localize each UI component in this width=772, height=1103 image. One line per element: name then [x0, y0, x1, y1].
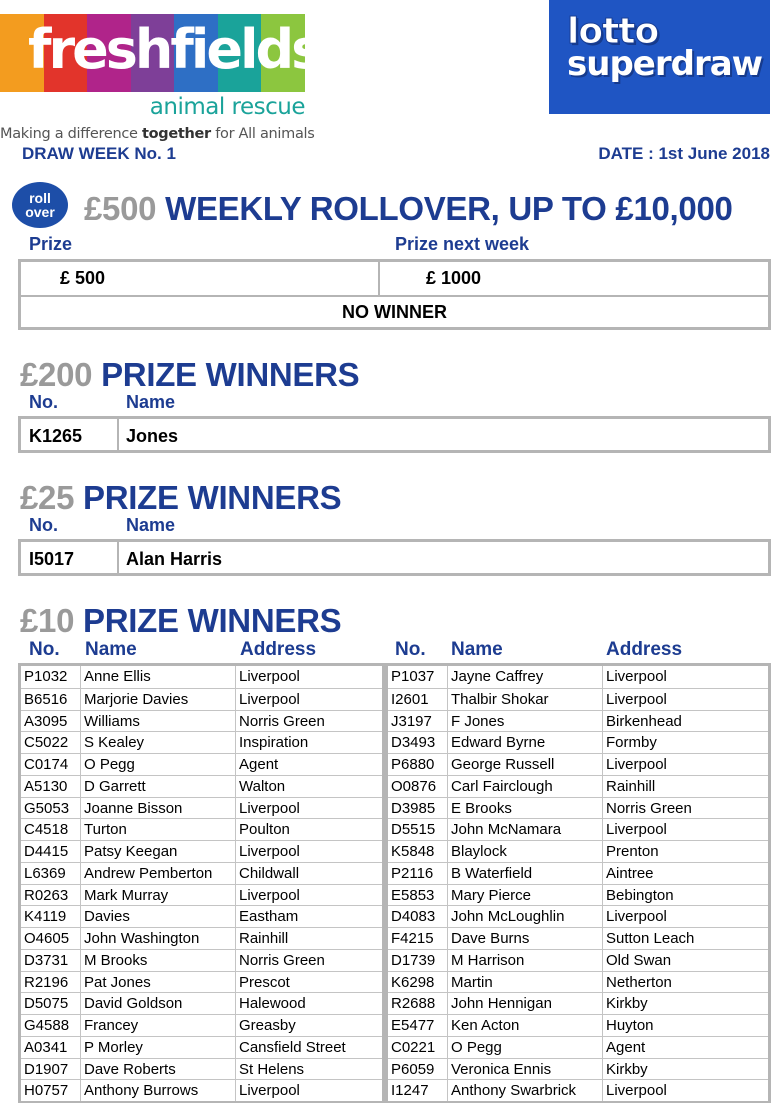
- winner-name: Mark Murray: [81, 884, 236, 906]
- prize-next-week-label: Prize next week: [395, 234, 530, 254]
- winner-address: Liverpool: [236, 884, 382, 906]
- winner-name: Dave Burns: [448, 927, 603, 949]
- winner-name: Joanne Bisson: [81, 797, 236, 819]
- winner-name: Davies: [81, 905, 236, 927]
- winner-number: C5022: [21, 731, 81, 753]
- winner-name: S Kealey: [81, 731, 236, 753]
- table-row: [388, 666, 768, 688]
- prize-200-number: K1265: [29, 426, 83, 446]
- freshfields-logo: [0, 14, 321, 144]
- winner-number: D5515: [388, 818, 448, 840]
- winner-address: Liverpool: [239, 668, 300, 685]
- winner-name: Dave Roberts: [81, 1058, 236, 1080]
- winner-number: P1032: [21, 666, 81, 688]
- winner-number: D3731: [21, 949, 81, 971]
- prize-10-title: PRIZE WINNERS: [83, 602, 342, 639]
- left-name-header: Name: [85, 639, 137, 660]
- winner-address: Kirkby: [603, 1058, 768, 1080]
- badge-line-1: roll: [29, 190, 51, 206]
- rollover-badge-icon: [12, 182, 68, 228]
- winner-name: O Pegg: [81, 753, 236, 775]
- winner-address: Walton: [236, 775, 382, 797]
- winner-name: David Goldson: [81, 992, 236, 1014]
- prize-200-name-label: Name: [126, 392, 176, 412]
- winner-number: A0341: [21, 1036, 81, 1058]
- winner-address: Norris Green: [236, 710, 382, 732]
- table-row: [21, 688, 382, 710]
- winner-name: Francey: [81, 1014, 236, 1036]
- prize-25-amount: £25: [20, 479, 75, 516]
- winner-address: Birkenhead: [603, 710, 768, 732]
- winner-name: B Waterfield: [448, 862, 603, 884]
- winner-name: John McNamara: [448, 818, 603, 840]
- table-row: [21, 884, 382, 906]
- prize-25-no-label: No.: [29, 515, 58, 535]
- left-no-header: No.: [29, 639, 60, 660]
- winner-address: Liverpool: [603, 905, 768, 927]
- winner-number: A5130: [21, 775, 81, 797]
- winner-number: I1247: [388, 1079, 448, 1101]
- table-row: [388, 731, 768, 753]
- winner-name: Turton: [81, 818, 236, 840]
- winner-number: P6880: [388, 753, 448, 775]
- winner-number: K4119: [21, 905, 81, 927]
- rollover-divider: [21, 295, 768, 297]
- winner-number: H0757: [21, 1079, 81, 1101]
- brand-tagline: [0, 126, 315, 142]
- rollover-title: WEEKLY ROLLOVER, UP TO £10,000: [165, 190, 733, 227]
- prize-200-divider: [117, 419, 119, 450]
- winner-name: Anthony Swarbrick: [448, 1079, 603, 1101]
- winner-address: Liverpool: [603, 1079, 768, 1101]
- table-row: [388, 840, 768, 862]
- right-no-header: No.: [395, 639, 426, 660]
- table-row: [21, 971, 382, 993]
- winner-address: Prescot: [236, 971, 382, 993]
- prize-10-table-right: [385, 663, 771, 1103]
- winner-address: Formby: [603, 731, 768, 753]
- winner-address: Liverpool: [236, 840, 382, 862]
- winner-name: Veronica Ennis: [448, 1058, 603, 1080]
- table-row: [21, 1014, 382, 1036]
- table-row: [388, 862, 768, 884]
- winner-number: R0263: [21, 884, 81, 906]
- prize-200-winner: Jones: [126, 426, 179, 446]
- winner-number: D4415: [21, 840, 81, 862]
- table-row: [388, 710, 768, 732]
- winner-name: Blaylock: [448, 840, 603, 862]
- winner-name: John Washington: [81, 927, 236, 949]
- winner-address: Agent: [603, 1036, 768, 1058]
- table-row: [21, 710, 382, 732]
- winner-address: Liverpool: [236, 797, 382, 819]
- winner-name: Anthony Burrows: [81, 1079, 236, 1101]
- prize-10-heading: [20, 602, 341, 640]
- winner-number: G5053: [21, 797, 81, 819]
- winner-number: D3985: [388, 797, 448, 819]
- table-row: [21, 666, 382, 688]
- table-row: [21, 840, 382, 862]
- rollover-result: NO WINNER: [342, 302, 447, 322]
- winner-address: Inspiration: [236, 731, 382, 753]
- table-row: [388, 688, 768, 710]
- winner-address: Liverpool: [603, 753, 768, 775]
- winner-number: I2601: [388, 688, 448, 710]
- winner-address: Prenton: [603, 840, 768, 862]
- winner-number: G4588: [21, 1014, 81, 1036]
- winner-address: Norris Green: [603, 797, 768, 819]
- draw-date: DATE : 1st June 2018: [598, 144, 770, 163]
- prize-25-divider: [117, 542, 119, 573]
- winner-address: Liverpool: [603, 818, 768, 840]
- winner-name: Martin: [448, 971, 603, 993]
- winner-address: Greasby: [236, 1014, 382, 1036]
- prize-next-week-value: £ 1000: [426, 268, 482, 288]
- winner-address: Netherton: [603, 971, 768, 993]
- winner-name: Carl Fairclough: [448, 775, 603, 797]
- winner-address: Liverpool: [236, 688, 382, 710]
- winner-address: Rainhill: [236, 927, 382, 949]
- winner-number: K6298: [388, 971, 448, 993]
- rollover-amount: £500: [84, 190, 157, 227]
- lotto-superdraw-logo: [549, 0, 770, 114]
- prize-label: Prize: [29, 234, 73, 254]
- winner-name: Marjorie Davies: [81, 688, 236, 710]
- prize-10-table-left: [18, 663, 385, 1103]
- winner-address: Rainhill: [603, 775, 768, 797]
- winner-name: John Hennigan: [448, 992, 603, 1014]
- winner-number: L6369: [21, 862, 81, 884]
- winner-number: A3095: [21, 710, 81, 732]
- winner-number: P6059: [388, 1058, 448, 1080]
- badge-line-2: over: [25, 204, 55, 220]
- table-row: [21, 927, 382, 949]
- winner-name: D Garrett: [81, 775, 236, 797]
- prize-25-title: PRIZE WINNERS: [83, 479, 342, 516]
- prize-200-no-label: No.: [29, 392, 58, 412]
- table-row: [21, 818, 382, 840]
- winner-number: J3197: [388, 710, 448, 732]
- winner-number: E5477: [388, 1014, 448, 1036]
- winner-name: Jayne Caffrey: [448, 666, 603, 688]
- winner-number: D4083: [388, 905, 448, 927]
- table-row: [388, 775, 768, 797]
- winner-name: Williams: [81, 710, 236, 732]
- table-row: [388, 797, 768, 819]
- superdraw-word: superdraw: [567, 44, 763, 84]
- prize-value: £ 500: [60, 268, 106, 288]
- winner-address: Eastham: [236, 905, 382, 927]
- table-row: [21, 1058, 382, 1080]
- table-row: [21, 1079, 382, 1101]
- winner-number: E5853: [388, 884, 448, 906]
- draw-week: DRAW WEEK No. 1: [22, 144, 176, 163]
- winner-name: M Harrison: [448, 949, 603, 971]
- prize-200-title: PRIZE WINNERS: [101, 356, 360, 393]
- winner-number: F4215: [388, 927, 448, 949]
- table-row: [388, 905, 768, 927]
- table-row: [388, 1079, 768, 1101]
- winner-address: Old Swan: [603, 949, 768, 971]
- winner-name: P Morley: [81, 1036, 236, 1058]
- tagline-end: for All animals: [210, 126, 315, 142]
- winner-address: Bebington: [603, 884, 768, 906]
- left-address-header: Address: [240, 639, 317, 660]
- winner-address: Sutton Leach: [603, 927, 768, 949]
- table-row: [388, 753, 768, 775]
- prize-10-amount: £10: [20, 602, 75, 639]
- table-row: [388, 1036, 768, 1058]
- rollover-table: [18, 259, 771, 330]
- brand-name: freshfields: [28, 18, 321, 81]
- prize-25-name-label: Name: [126, 515, 176, 535]
- winner-address: Huyton: [603, 1014, 768, 1036]
- winner-address: Agent: [236, 753, 382, 775]
- table-row: [388, 949, 768, 971]
- winner-number: O0876: [388, 775, 448, 797]
- winner-name: George Russell: [448, 753, 603, 775]
- prize-200-table: [18, 416, 771, 453]
- winner-number: D3493: [388, 731, 448, 753]
- table-row: [21, 775, 382, 797]
- winner-number: C0174: [21, 753, 81, 775]
- prize-200-heading: [20, 356, 359, 394]
- table-row: [388, 971, 768, 993]
- prize-200-amount: £200: [20, 356, 93, 393]
- table-row: [388, 1058, 768, 1080]
- table-row: [21, 1036, 382, 1058]
- rollover-col-divider: [378, 262, 380, 295]
- winner-name: F Jones: [448, 710, 603, 732]
- winner-number: R2688: [388, 992, 448, 1014]
- table-row: [21, 797, 382, 819]
- winner-address: Kirkby: [603, 992, 768, 1014]
- winner-number: K5848: [388, 840, 448, 862]
- winner-address: Liverpool: [603, 688, 768, 710]
- table-row: [21, 862, 382, 884]
- winner-name: M Brooks: [81, 949, 236, 971]
- winner-number: D1739: [388, 949, 448, 971]
- tagline-start: Making a difference: [0, 126, 142, 142]
- brand-subtitle: animal rescue: [149, 94, 305, 120]
- winner-number: D5075: [21, 992, 81, 1014]
- winner-name: Thalbir Shokar: [448, 688, 603, 710]
- winner-name: Patsy Keegan: [81, 840, 236, 862]
- winner-address: St Helens: [236, 1058, 382, 1080]
- tagline-bold: together: [141, 126, 211, 142]
- winner-address: Childwall: [236, 862, 382, 884]
- winner-number: R2196: [21, 971, 81, 993]
- winner-name: Pat Jones: [81, 971, 236, 993]
- prize-25-winner: Alan Harris: [126, 549, 223, 569]
- winner-number: B6516: [21, 688, 81, 710]
- winner-number: P2116: [388, 862, 448, 884]
- winner-name: John McLoughlin: [448, 905, 603, 927]
- table-row: [388, 992, 768, 1014]
- table-row: [21, 992, 382, 1014]
- lotto-word: lotto: [567, 11, 659, 52]
- winner-number: C4518: [21, 818, 81, 840]
- winner-name: O Pegg: [448, 1036, 603, 1058]
- prize-25-number: I5017: [29, 549, 75, 569]
- table-row: [21, 949, 382, 971]
- winner-number: P1037: [388, 666, 448, 688]
- right-address-header: Address: [606, 639, 683, 660]
- winner-address: Liverpool: [606, 668, 667, 685]
- table-row: [388, 927, 768, 949]
- prize-25-table: [18, 539, 771, 576]
- winner-address: Halewood: [236, 992, 382, 1014]
- winner-name: Mary Pierce: [448, 884, 603, 906]
- right-name-header: Name: [451, 639, 503, 660]
- table-row: [388, 1014, 768, 1036]
- table-row: [388, 818, 768, 840]
- rollover-heading: [84, 190, 733, 228]
- winner-name: Andrew Pemberton: [81, 862, 236, 884]
- table-row: [21, 753, 382, 775]
- prize-25-heading: [20, 479, 341, 517]
- table-row: [388, 884, 768, 906]
- winner-name: Ken Acton: [448, 1014, 603, 1036]
- winner-name: Anne Ellis: [81, 666, 236, 688]
- winner-number: C0221: [388, 1036, 448, 1058]
- winner-address: Poulton: [236, 818, 382, 840]
- winner-address: Norris Green: [236, 949, 382, 971]
- winner-address: Liverpool: [236, 1079, 382, 1101]
- winner-address: Cansfield Street: [236, 1036, 382, 1058]
- winner-name: Edward Byrne: [448, 731, 603, 753]
- winner-number: O4605: [21, 927, 81, 949]
- winner-number: D1907: [21, 1058, 81, 1080]
- winner-name: E Brooks: [448, 797, 603, 819]
- winner-address: Aintree: [603, 862, 768, 884]
- table-row: [21, 731, 382, 753]
- table-row: [21, 905, 382, 927]
